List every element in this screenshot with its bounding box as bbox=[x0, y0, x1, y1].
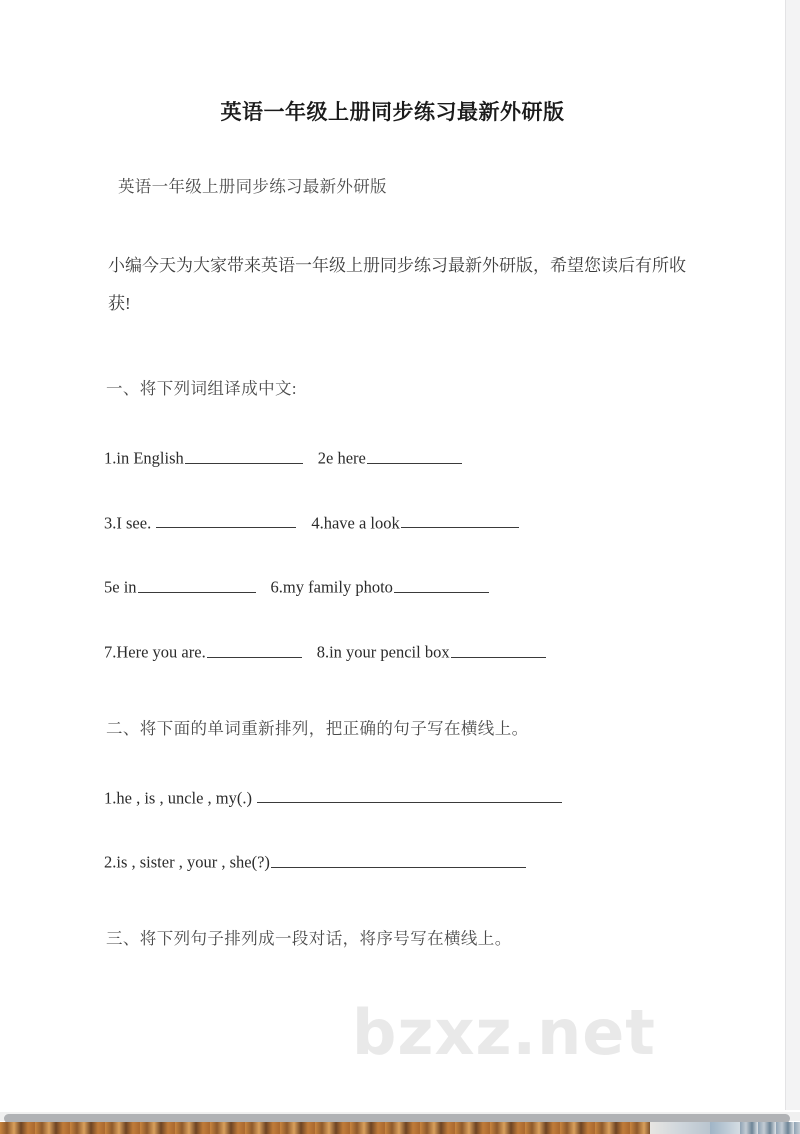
exercise-prompt-left: 1.he , is , uncle , my(.) bbox=[104, 788, 257, 808]
exercise-row bbox=[0, 808, 785, 873]
exercise-prompt-left: 5e in bbox=[104, 578, 137, 598]
answer-blank[interactable] bbox=[271, 851, 526, 868]
answer-blank[interactable] bbox=[401, 512, 519, 529]
horizontal-scrollbar-track[interactable] bbox=[0, 1112, 800, 1121]
exercise-prompt-right: 8.in your pencil box bbox=[316, 642, 450, 662]
page-title: 英语一年级上册同步练习最新外研版 bbox=[220, 100, 565, 124]
answer-blank[interactable] bbox=[138, 576, 256, 593]
page-right-gutter bbox=[785, 0, 800, 1110]
thumbnail-strip[interactable] bbox=[0, 1122, 800, 1134]
bottom-chrome bbox=[0, 1110, 800, 1134]
thumbnail-item[interactable] bbox=[650, 1122, 710, 1134]
thumbnail-item[interactable] bbox=[740, 1122, 800, 1134]
exercise-prompt-right: 2e here bbox=[317, 448, 366, 468]
exercise-prompt-right: 6.my family photo bbox=[270, 578, 393, 598]
section-heading-3: 三、将下列句子排列成一段对话，将序号写在横线上。 bbox=[106, 929, 512, 949]
exercise-row bbox=[0, 533, 785, 598]
answer-blank[interactable] bbox=[207, 641, 302, 658]
document-subtitle: 英语一年级上册同步练习最新外研版 bbox=[118, 177, 387, 196]
exercise-prompt-left: 3.I see. bbox=[104, 513, 156, 533]
answer-blank[interactable] bbox=[185, 447, 303, 464]
exercise-prompt-right: 4.have a look bbox=[311, 513, 400, 533]
thumbnail-item[interactable] bbox=[0, 1122, 650, 1134]
answer-blank[interactable] bbox=[394, 576, 489, 593]
exercise-row bbox=[0, 598, 785, 663]
exercise-prompt-left: 2.is , sister , your , she(?) bbox=[104, 853, 270, 873]
answer-blank[interactable] bbox=[451, 641, 546, 658]
intro-paragraph: 小编今天为大家带来英语一年级上册同步练习最新外研版，希望您读后有所收获! bbox=[108, 256, 686, 313]
exercise-prompt-left: 7.Here you are. bbox=[104, 642, 206, 662]
exercise-row bbox=[0, 739, 785, 809]
exercise-row bbox=[0, 469, 785, 534]
section-heading-1: 一、将下列词组译成中文: bbox=[106, 379, 297, 398]
exercise-row bbox=[0, 399, 785, 469]
answer-blank[interactable] bbox=[156, 512, 296, 529]
watermark-text: bzxz.net bbox=[352, 996, 656, 1069]
answer-blank[interactable] bbox=[257, 787, 562, 804]
answer-blank[interactable] bbox=[367, 447, 462, 464]
thumbnail-item[interactable] bbox=[710, 1122, 740, 1134]
exercise-prompt-left: 1.in English bbox=[104, 448, 184, 468]
section-heading-2: 二、将下面的单词重新排列，把正确的句子写在横线上。 bbox=[106, 718, 529, 738]
